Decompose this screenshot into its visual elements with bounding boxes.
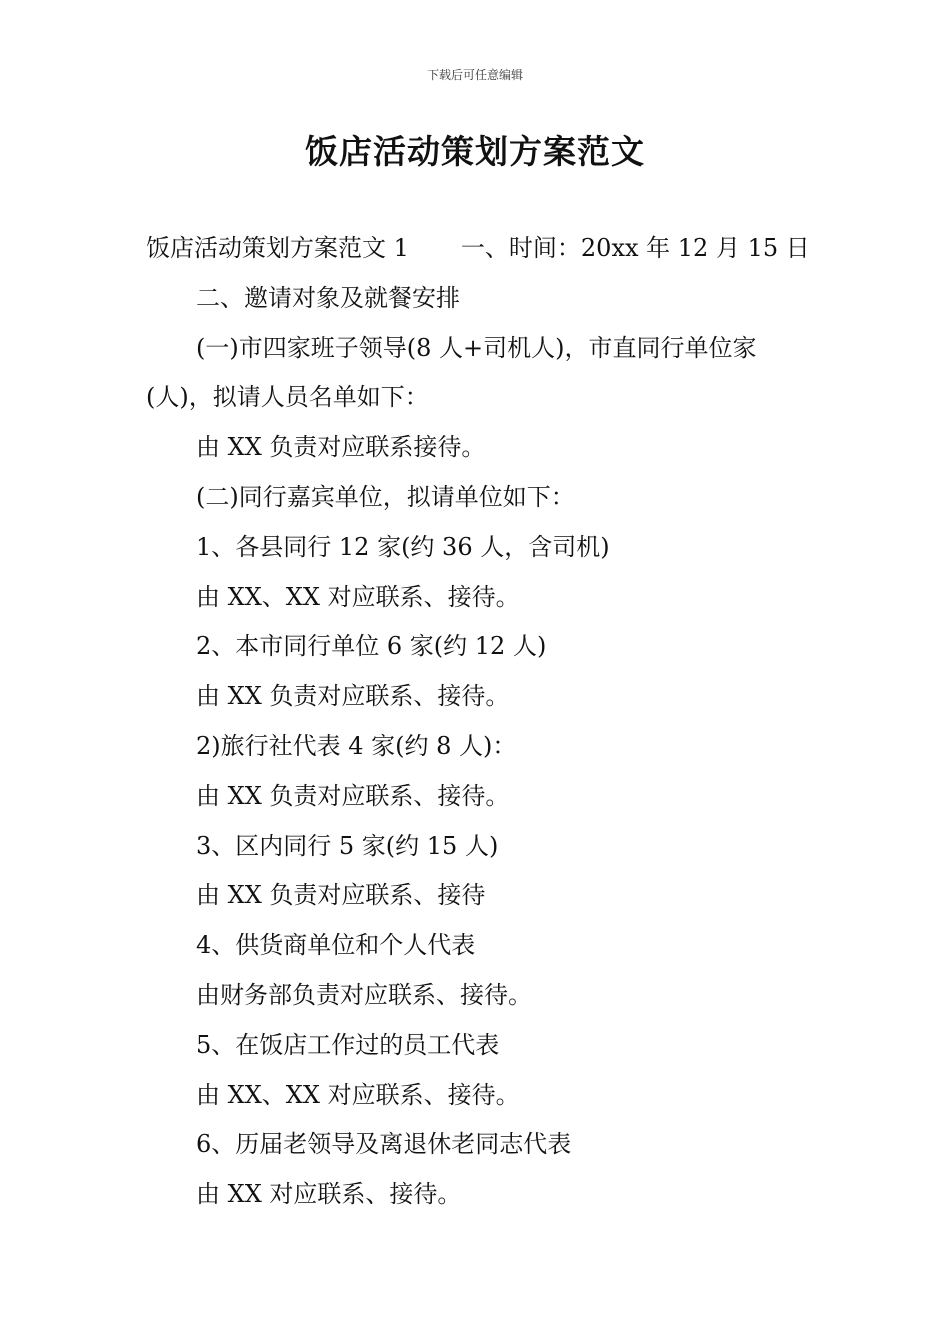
body-line: 由 XX、XX 对应联系、接待。 [196,1080,520,1109]
body-line: 由 XX 对应联系、接待。 [196,1180,462,1209]
header-note: 下载后可任意编辑 [426,68,523,82]
document-title: 饭店活动策划方案范文 [305,132,645,171]
body-line: 4、供货商单位和个人代表 [196,931,476,960]
body-line: 由 XX 负责对应联系、接待 [196,881,486,910]
body-line-1 [146,224,810,274]
body-line: 由 XX、XX 对应联系、接待。 [196,582,520,611]
body-line: 由 XX 负责对应联系、接待。 [196,781,510,810]
body-line: 2、本市同行单位 6 家(约 12 人) [196,632,547,661]
body-line: 二、邀请对象及就餐安排 [196,283,460,312]
document-body [146,224,810,1220]
body-line: (二)同行嘉宾单位，拟请单位如下： [196,482,575,511]
body-line: (人)，拟请人员名单如下： [146,383,429,412]
body-line: 1、各县同行 12 家(约 36 人，含司机) [196,532,610,561]
body-line: (一)市四家班子领导(8 人+司机人)，市直同行单位家 [196,333,757,362]
body-line: 6、历届老领导及离退休老同志代表 [196,1130,572,1159]
body-line: 3、区内同行 5 家(约 15 人) [196,831,499,860]
body-line: 由财务部负责对应联系、接待。 [196,980,532,1009]
body-line: 5、在饭店工作过的员工代表 [196,1030,500,1059]
event-time: 一、时间：20xx 年 12 月 15 日 [460,234,810,262]
body-line: 2)旅行社代表 4 家(约 8 人)： [196,731,517,760]
body-line: 由 XX 负责对应联系、接待。 [196,682,510,711]
section-heading: 饭店活动策划方案范文 1 [146,234,409,262]
body-line: 由 XX 负责对应联系接待。 [196,433,486,462]
